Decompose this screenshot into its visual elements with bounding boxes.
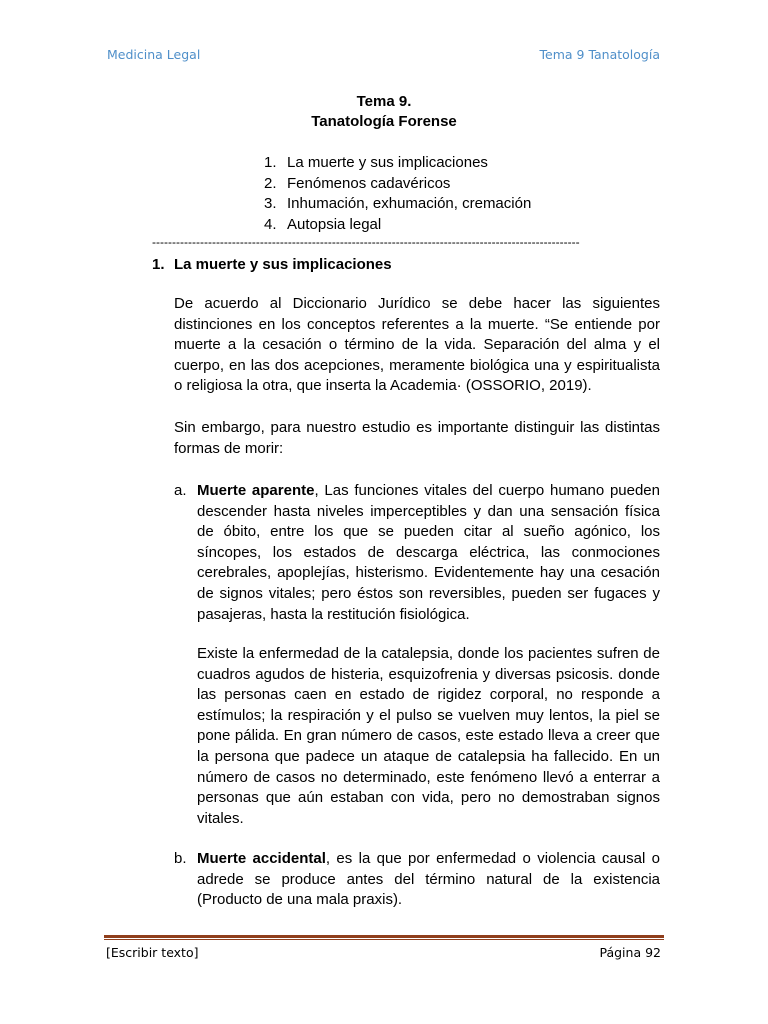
header-left-text: Medicina Legal bbox=[107, 47, 201, 62]
toc-number: 2. bbox=[264, 174, 277, 192]
footer-left-text: [Escribir texto] bbox=[106, 945, 199, 960]
table-of-contents bbox=[264, 153, 531, 236]
toc-item bbox=[264, 153, 531, 174]
section-number: 1. bbox=[152, 256, 165, 273]
toc-number: 1. bbox=[264, 154, 277, 171]
list-item-label: a. bbox=[174, 482, 187, 499]
term-bold: Muerte aparente bbox=[197, 482, 315, 499]
toc-text: Fenómenos cadavéricos bbox=[287, 174, 451, 192]
list-item-label: b. bbox=[174, 850, 187, 867]
paragraph-definition: De acuerdo al Diccionario Jurídico se debe hacer las siguientes distinciones en los conceptos referentes a la muerte. “Se entiende por muerte a la cesación o término de la vida. Separación del alma y el cuerpo, en las dos acepciones, meramente biológica una y espiritualista o religiosa la otra, que inserta la Academia· (OSSORIO, 2019). bbox=[174, 295, 660, 395]
section-heading bbox=[152, 256, 392, 273]
paragraph-intro-forms: Sin embargo, para nuestro estudio es importante distinguir las distintas formas de morir: bbox=[174, 419, 660, 457]
toc-item bbox=[264, 194, 531, 215]
list-item-accidental-death bbox=[174, 849, 660, 911]
section-title: La muerte y sus implicaciones bbox=[174, 256, 392, 273]
toc-number: 4. bbox=[264, 216, 277, 234]
page-title: Tema 9. bbox=[356, 93, 412, 110]
footer-rule-thick bbox=[104, 935, 664, 938]
page-number: Página 92 bbox=[599, 945, 661, 960]
term-bold: Muerte accidental bbox=[197, 850, 326, 867]
dashed-separator: ----------------------------------------------------------------------------------------------------------- bbox=[152, 235, 580, 249]
toc-text: Inhumación, exhumación, cremación bbox=[287, 195, 532, 213]
list-item-body bbox=[197, 481, 660, 625]
toc-item bbox=[264, 174, 531, 195]
toc-text: La muerte y sus implicaciones bbox=[287, 154, 488, 171]
toc-text: Autopsia legal bbox=[287, 216, 382, 234]
page-subtitle: Tanatología Forense bbox=[311, 113, 457, 130]
term-description: , Las funciones vitales del cuerpo humano pueden descender hasta niveles imperceptibles y dan una sensación física de óbito, entre los que se pueden citar al sueño agónico, los síncopes, los estados de descarga eléctrica, las conmociones cerebrales, apoplejías, histerismo. Evidentemente hay una cesación de signos vitales; pero éstos son reversibles, pueden ser fugaces y pasajeras, hasta la restitución fisiológica. bbox=[197, 482, 660, 623]
list-item-body bbox=[197, 849, 660, 911]
toc-number: 3. bbox=[264, 195, 277, 213]
list-item-apparent-death bbox=[174, 481, 660, 625]
term-description: , es la que por enfermedad o violencia causal o adrede se produce antes del término natural de la existencia (Producto de una mala praxis). bbox=[197, 850, 660, 909]
footer-rule-thin bbox=[104, 939, 664, 940]
toc-item bbox=[264, 215, 531, 236]
header-right-text: Tema 9 Tanatología bbox=[539, 47, 660, 62]
paragraph-catalepsy: Existe la enfermedad de la catalepsia, donde los pacientes sufren de cuadros agudos de histeria, esquizofrenia y diversas psicosis. donde las personas caen en estado de rigidez corporal, no responde a estímulos; la respiración y el pulso se vuelven muy lentos, la piel se pone pálida. En gran número de casos, este estado lleva a creer que la persona que padece un ataque de catalepsia ha fallecido. En un número de casos no determinado, este fenómeno llevó a enterrar a personas que aún estaban con vida, pero no demostraban signos vitales. bbox=[197, 645, 660, 827]
